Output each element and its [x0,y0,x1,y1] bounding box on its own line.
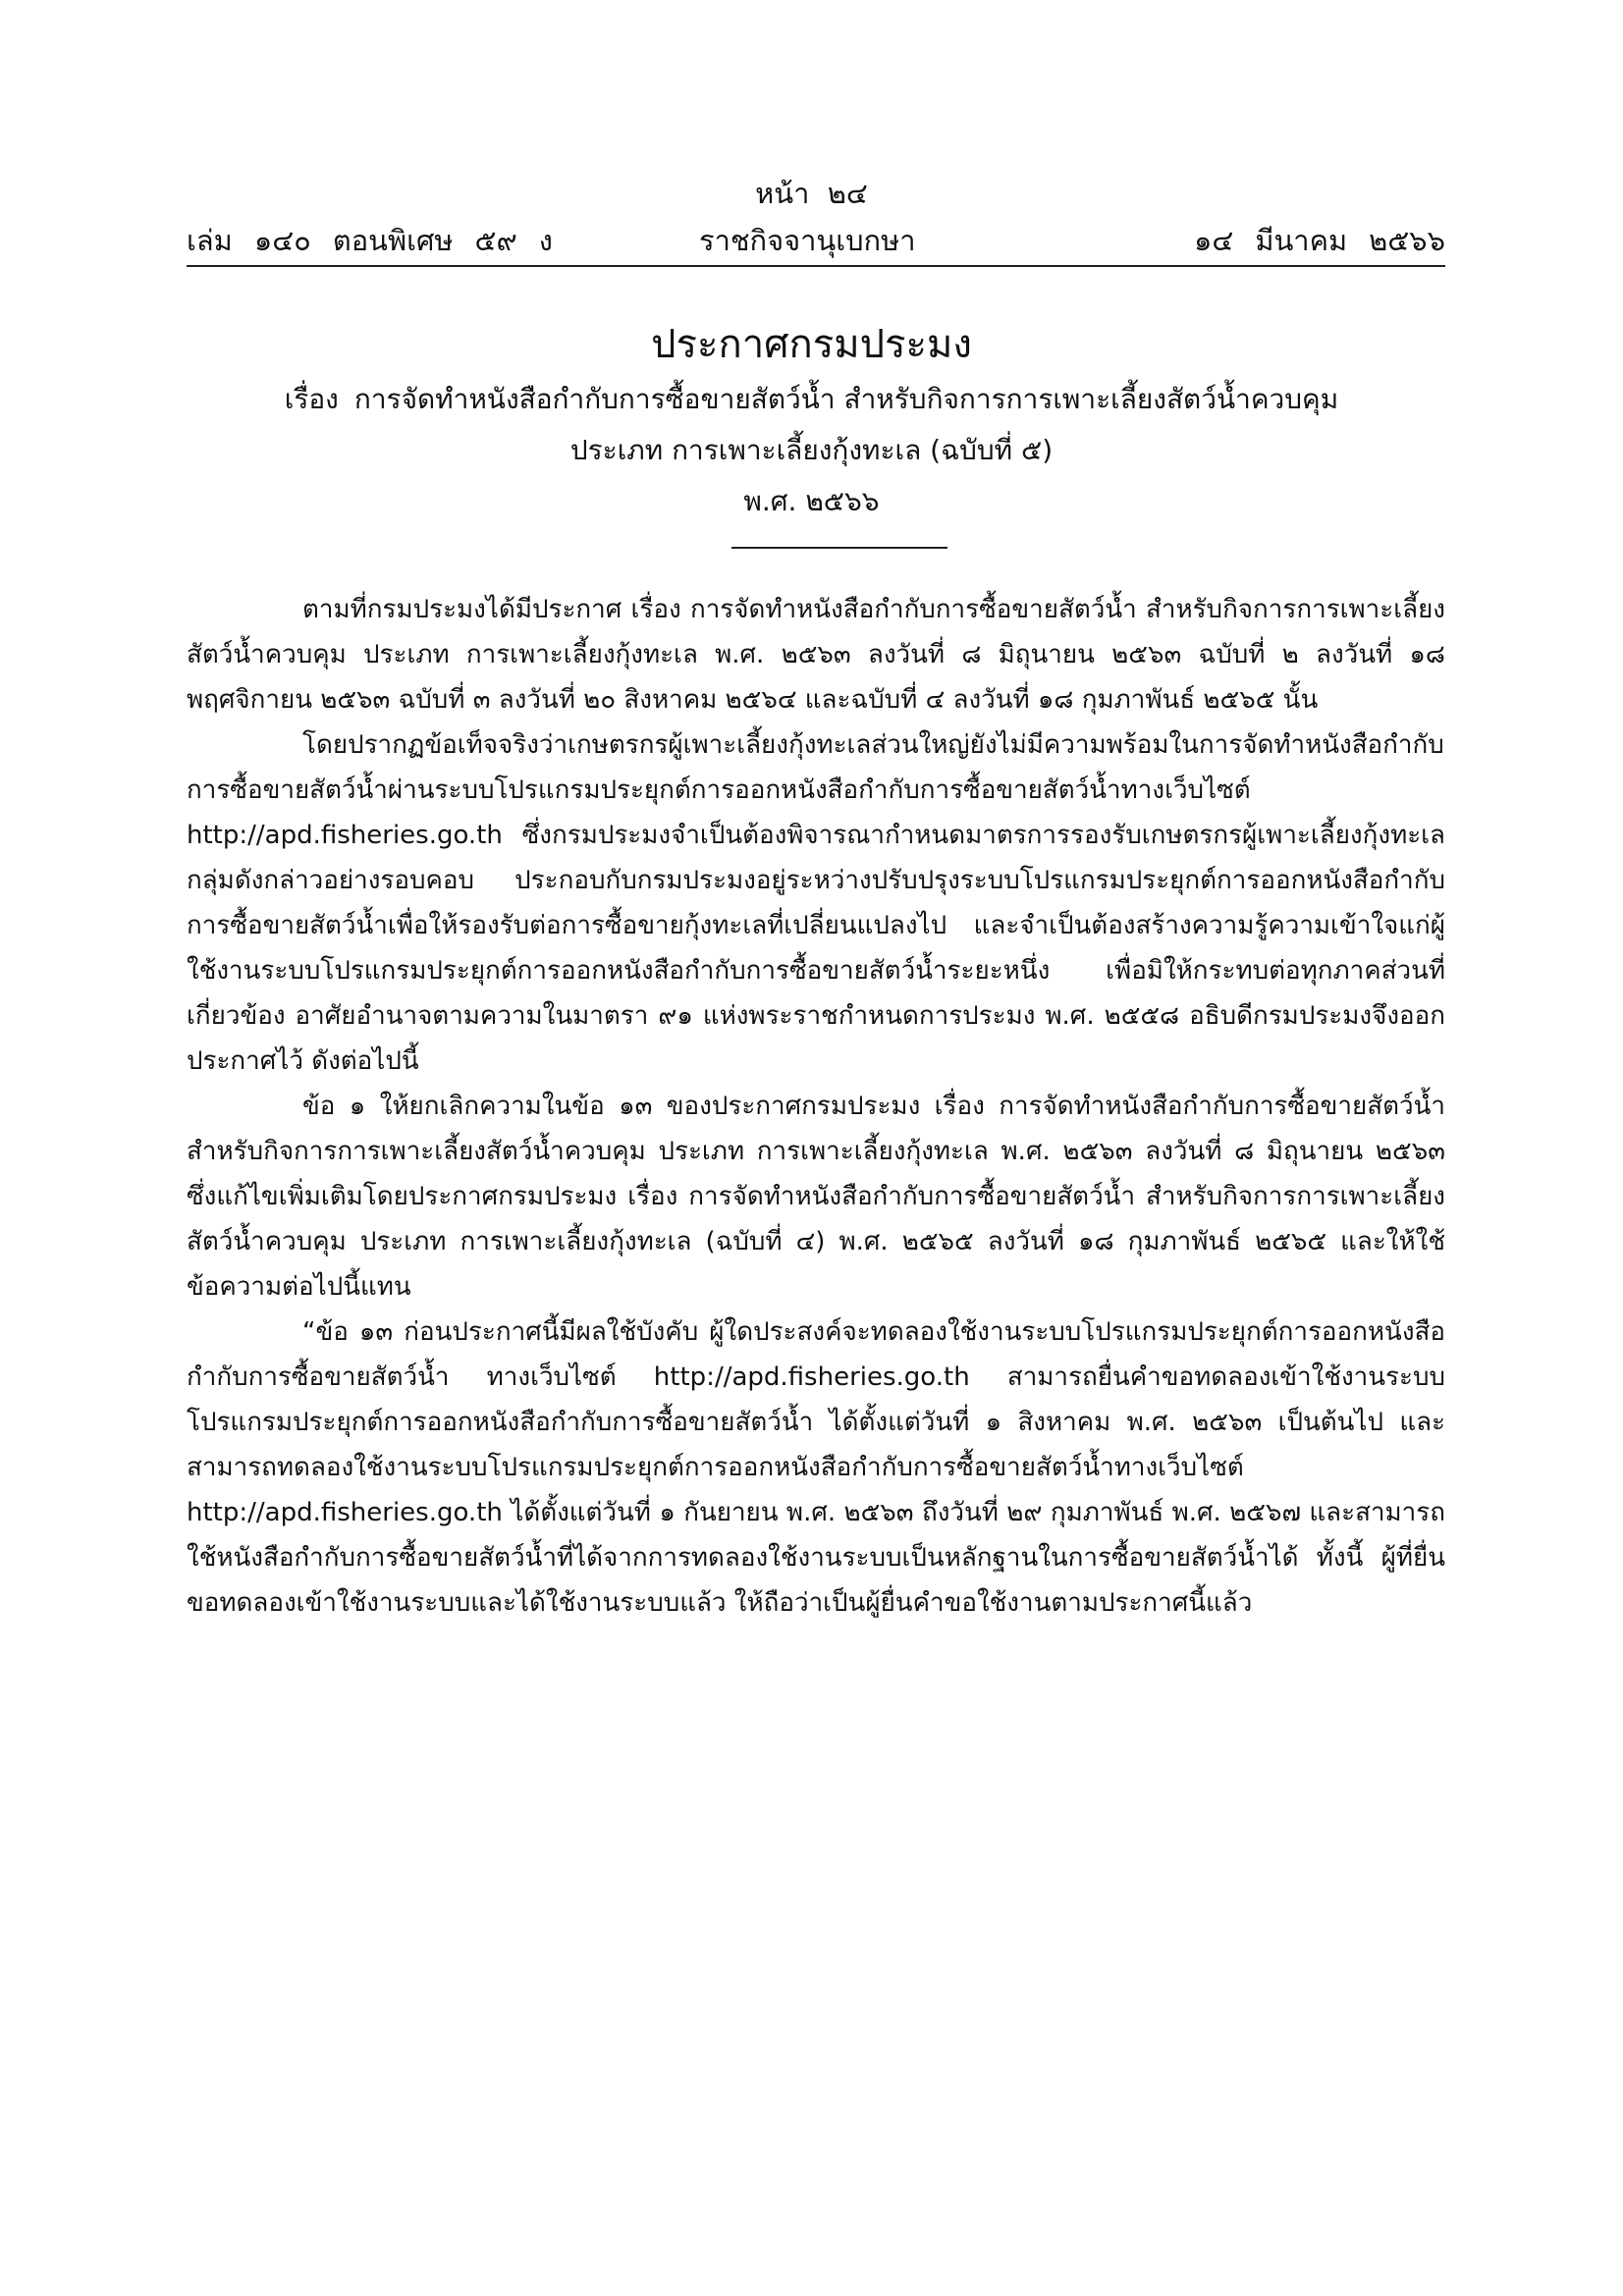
date-year: ๒๕๖๖ [1369,224,1445,257]
body-paragraph-4: “ข้อ ๑๓ ก่อนประกาศนี้มีผลใช้บังคับ ผู้ใดประสงค์จะทดลองใช้งานระบบโปรแกรมประยุกต์การออกหนังสือกำกับการซื้อขายสัตว์น้ำ ทางเว็บไซต์ http://apd.fisheries.go.th สามารถยื่นคำขอทดลองเข้าใช้งานระบบโปรแกรมประยุกต์การออกหนังสือกำกับการซื้อขายสัตว์น้ำ ได้ตั้งแต่วันที่ ๑ สิงหาคม พ.ศ. ๒๕๖๓ เป็นต้นไป และสามารถทดลองใช้งานระบบโปรแกรมประยุกต์การออกหนังสือกำกับการซื้อขายสัตว์น้ำทางเว็บไซต์ http://apd.fisheries.go.th ได้ตั้งแต่วันที่ ๑ กันยายน พ.ศ. ๒๕๖๓ ถึงวันที่ ๒๙ กุมภาพันธ์ พ.ศ. ๒๕๖๗ และสามารถใช้หนังสือกำกับการซื้อขายสัตว์น้ำที่ได้จากการทดลองใช้งานระบบเป็นหลักฐานในการซื้อขายสัตว์น้ำได้ ทั้งนี้ ผู้ที่ยื่นขอทดลองเข้าใช้งานระบบและได้ใช้งานระบบแล้ว ให้ถือว่าเป็นผู้ยื่นคำขอใช้งานตามประกาศนี้แล้ว [187,1317,1445,1618]
issue-suffix: ง [538,224,553,257]
body-paragraph-2: โดยปรากฏข้อเท็จจริงว่าเกษตรกรผู้เพาะเลี้ยงกุ้งทะเลส่วนใหญ่ยังไม่มีความพร้อมในการจัดทำหนังสือกำกับการซื้อขายสัตว์น้ำผ่านระบบโปรแกรมประยุกต์การออกหนังสือกำกับการซื้อขายสัตว์น้ำทางเว็บไซต์ http://apd.fisheries.go.th ซึ่งกรมประมงจำเป็นต้องพิจารณากำหนดมาตรการรองรับเกษตรกรผู้เพาะเลี้ยงกุ้งทะเลกลุ่มดังกล่าวอย่างรอบคอบ ประกอบกับกรมประมงอยู่ระหว่างปรับปรุงระบบโปรแกรมประยุกต์การออกหนังสือกำกับการซื้อขายสัตว์น้ำเพื่อให้รองรับต่อการซื้อขายกุ้งทะเลที่เปลี่ยนแปลงไป และจำเป็นต้องสร้างความรู้ความเข้าใจแก่ผู้ใช้งานระบบโปรแกรมประยุกต์การออกหนังสือกำกับการซื้อขายสัตว์น้ำระยะหนึ่ง เพื่อมิให้กระทบต่อทุกภาคส่วนที่เกี่ยวข้อง อาศัยอำนาจตามความในมาตรา ๙๑ แห่งพระราชกำหนดการประมง พ.ศ. ๒๕๕๘ อธิบดีกรมประมงจึงออกประกาศไว้ ดังต่อไปนี้ [187,730,1445,1076]
body-paragraph-1: ตามที่กรมประมงได้มีประกาศ เรื่อง การจัดทำหนังสือกำกับการซื้อขายสัตว์น้ำ สำหรับกิจการการเพาะเลี้ยงสัตว์น้ำควบคุม ประเภท การเพาะเลี้ยงกุ้งทะเล พ.ศ. ๒๕๖๓ ลงวันที่ ๘ มิถุนายน ๒๕๖๓ ฉบับที่ ๒ ลงวันที่ ๑๘ พฤศจิกายน ๒๕๖๓ ฉบับที่ ๓ ลงวันที่ ๒๐ สิงหาคม ๒๕๖๔ และฉบับที่ ๔ ลงวันที่ ๑๘ กุมภาพันธ์ ๒๕๖๕ นั้น [187,595,1445,715]
page-label: หน้า [755,177,810,210]
subject-line-1 [0,378,1623,421]
subject-text-1: การจัดทำหนังสือกำกับการซื้อขายสัตว์น้ำ สำหรับกิจการการเพาะเลี้ยงสัตว์น้ำควบคุม [353,383,1339,415]
date-day: ๑๔ [1194,224,1234,257]
announcement-body [187,587,1445,1626]
subject-line-2: ประเภท การเพาะเลี้ยงกุ้งทะเล (ฉบับที่ ๕) [569,434,1054,466]
title-divider [731,547,947,549]
announcement-title: ประกาศกรมประมง [651,322,972,367]
issue-label: ตอนพิเศษ [332,224,454,257]
volume-number: ๑๔๐ [253,224,311,257]
subject-label: เรื่อง [284,383,339,415]
date-month: มีนาคม [1255,224,1348,257]
page-number-value: ๒๔ [827,177,868,210]
announcement-year: พ.ศ. ๒๕๖๖ [743,485,880,517]
gazette-issue-info [187,218,574,263]
page-number [0,171,1623,216]
header-divider [187,265,1445,267]
body-paragraph-3: ข้อ ๑ ให้ยกเลิกความในข้อ ๑๓ ของประกาศกรมประมง เรื่อง การจัดทำหนังสือกำกับการซื้อขายสัตว์น้ำ สำหรับกิจการการเพาะเลี้ยงสัตว์น้ำควบคุม ประเภท การเพาะเลี้ยงกุ้งทะเล พ.ศ. ๒๕๖๓ ลงวันที่ ๘ มิถุนายน ๒๕๖๓ ซึ่งแก้ไขเพิ่มเติมโดยประกาศกรมประมง เรื่อง การจัดทำหนังสือกำกับการซื้อขายสัตว์น้ำ สำหรับกิจการการเพาะเลี้ยงสัตว์น้ำควบคุม ประเภท การเพาะเลี้ยงกุ้งทะเล (ฉบับที่ ๔) พ.ศ. ๒๕๖๕ ลงวันที่ ๑๘ กุมภาพันธ์ ๒๕๖๕ และให้ใช้ข้อความต่อไปนี้แทน [187,1092,1445,1302]
volume-label: เล่ม [187,224,233,257]
gazette-date [1172,218,1445,263]
issue-number: ๕๙ [474,224,517,257]
gazette-name: ราชกิจจานุเบกษา [699,224,916,257]
